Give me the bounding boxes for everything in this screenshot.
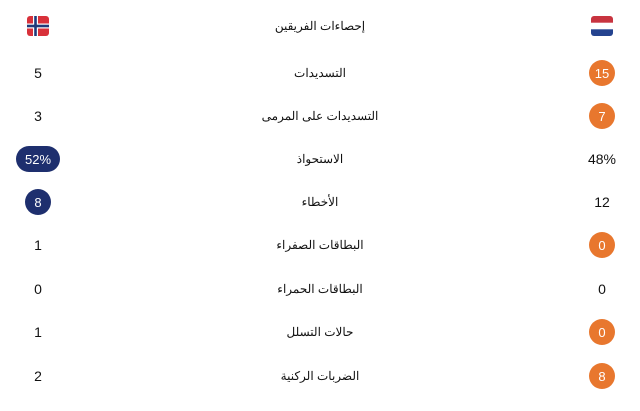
away-value-highlight: 0 (589, 232, 615, 258)
stat-row-shots-on-target (0, 98, 640, 134)
stat-row-possession (0, 141, 640, 177)
home-value: 5 (34, 65, 42, 81)
away-value: 12 (594, 194, 610, 210)
away-value-highlight: 0 (589, 319, 615, 345)
home-value-highlight: 52% (16, 146, 60, 172)
stat-row-offsides (0, 314, 640, 350)
home-value: 1 (34, 324, 42, 340)
stat-label: التسديدات (294, 66, 346, 80)
stat-label: الاستحواذ (296, 152, 344, 166)
home-value: 1 (34, 237, 42, 253)
stat-row-fouls (0, 184, 640, 220)
stats-header (0, 8, 640, 44)
stat-label: البطاقات الحمراء (277, 282, 363, 296)
home-value: 0 (34, 281, 42, 297)
stat-row-yellow-cards (0, 227, 640, 263)
away-team-flag-cell (572, 8, 632, 44)
away-value-highlight: 8 (589, 363, 615, 389)
home-value: 3 (34, 108, 42, 124)
home-value-highlight: 8 (25, 189, 51, 215)
away-value: 48% (587, 151, 617, 167)
away-value-highlight: 15 (589, 60, 615, 86)
away-value-highlight: 7 (589, 103, 615, 129)
stat-row-red-cards (0, 271, 640, 307)
stats-title: إحصاءات الفريقين (274, 19, 366, 33)
stat-label: الضربات الركنية (280, 369, 360, 383)
stat-label: البطاقات الصفراء (276, 238, 364, 252)
stats-title-cell (180, 8, 460, 44)
stat-row-corners (0, 358, 640, 394)
home-value: 2 (34, 368, 42, 384)
stat-label: التسديدات على المرمى (261, 109, 379, 123)
stat-label: حالات التسلل (286, 325, 354, 339)
stat-label: الأخطاء (301, 195, 339, 209)
away-value: 0 (598, 281, 606, 297)
norway-flag-icon (27, 16, 49, 36)
home-team-flag-cell (8, 8, 68, 44)
stat-row-shots (0, 55, 640, 91)
netherlands-flag-icon (591, 16, 613, 36)
